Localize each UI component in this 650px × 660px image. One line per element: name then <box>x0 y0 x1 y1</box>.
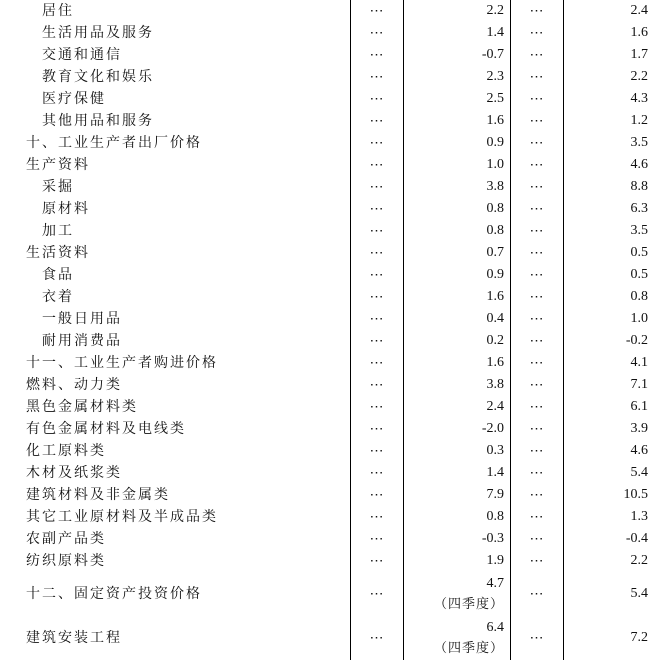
value-cell-1: 1.6 <box>404 110 511 132</box>
row-label: 衣着 <box>26 286 351 308</box>
empty-cell-dots: ⋯ <box>511 66 564 88</box>
empty-cell-dots: ⋯ <box>351 484 404 506</box>
value-cell-2: 1.6 <box>564 22 650 44</box>
table-row <box>26 88 650 110</box>
empty-cell-dots: ⋯ <box>511 44 564 66</box>
value-cell-1: 0.8 <box>404 198 511 220</box>
value-cell-1: 0.9 <box>404 264 511 286</box>
value-cell-1: 1.0 <box>404 154 511 176</box>
row-label: 纺织原料类 <box>26 550 351 572</box>
value-number: 4.7 <box>404 574 504 594</box>
row-label: 原材料 <box>26 198 351 220</box>
value-cell-2: 6.1 <box>564 396 650 418</box>
table-row <box>26 550 650 572</box>
value-cell-2: 7.2 <box>564 616 650 660</box>
row-label: 十二、固定资产投资价格 <box>26 572 351 616</box>
empty-cell-dots: ⋯ <box>511 418 564 440</box>
empty-cell-dots: ⋯ <box>511 132 564 154</box>
row-label: 交通和通信 <box>26 44 351 66</box>
empty-cell-dots: ⋯ <box>351 374 404 396</box>
value-cell-1: 1.9 <box>404 550 511 572</box>
table-row <box>26 154 650 176</box>
table-row <box>26 22 650 44</box>
value-cell-1: 0.8 <box>404 220 511 242</box>
row-label: 农副产品类 <box>26 528 351 550</box>
empty-cell-dots: ⋯ <box>511 572 564 616</box>
row-label: 其他用品和服务 <box>26 110 351 132</box>
value-cell-1: 7.9 <box>404 484 511 506</box>
empty-cell-dots: ⋯ <box>511 198 564 220</box>
table-row <box>26 308 650 330</box>
value-cell-2: 4.1 <box>564 352 650 374</box>
value-number: 6.4 <box>404 618 504 638</box>
row-label: 食品 <box>26 264 351 286</box>
value-cell-1: 1.4 <box>404 22 511 44</box>
empty-cell-dots: ⋯ <box>351 528 404 550</box>
empty-cell-dots: ⋯ <box>351 418 404 440</box>
value-cell-1: -0.7 <box>404 44 511 66</box>
table-row <box>26 286 650 308</box>
row-label: 生活用品及服务 <box>26 22 351 44</box>
price-index-table <box>26 0 650 660</box>
value-cell-2: 1.7 <box>564 44 650 66</box>
empty-cell-dots: ⋯ <box>351 286 404 308</box>
table-row <box>26 374 650 396</box>
value-cell-2: 4.6 <box>564 154 650 176</box>
value-cell-1: 0.2 <box>404 330 511 352</box>
empty-cell-dots: ⋯ <box>511 330 564 352</box>
table-row <box>26 352 650 374</box>
row-label: 木材及纸浆类 <box>26 462 351 484</box>
quarter-note: （四季度） <box>404 638 504 658</box>
row-label: 有色金属材料及电线类 <box>26 418 351 440</box>
value-cell-1: 1.6 <box>404 352 511 374</box>
value-cell-2: 10.5 <box>564 484 650 506</box>
empty-cell-dots: ⋯ <box>351 66 404 88</box>
value-cell-2: 2.2 <box>564 66 650 88</box>
empty-cell-dots: ⋯ <box>351 616 404 660</box>
value-cell-2: 0.5 <box>564 242 650 264</box>
value-cell-2: 4.6 <box>564 440 650 462</box>
empty-cell-dots: ⋯ <box>511 440 564 462</box>
table-row <box>26 44 650 66</box>
empty-cell-dots: ⋯ <box>351 176 404 198</box>
empty-cell-dots: ⋯ <box>511 0 564 22</box>
empty-cell-dots: ⋯ <box>511 220 564 242</box>
table-row <box>26 110 650 132</box>
empty-cell-dots: ⋯ <box>351 550 404 572</box>
value-cell-1: 0.3 <box>404 440 511 462</box>
table-body <box>26 0 650 660</box>
empty-cell-dots: ⋯ <box>511 374 564 396</box>
table-row <box>26 132 650 154</box>
value-cell-2: 5.4 <box>564 572 650 616</box>
empty-cell-dots: ⋯ <box>351 154 404 176</box>
empty-cell-dots: ⋯ <box>351 198 404 220</box>
empty-cell-dots: ⋯ <box>511 286 564 308</box>
value-cell-1: 2.4 <box>404 396 511 418</box>
row-label: 建筑安装工程 <box>26 616 351 660</box>
table-row <box>26 198 650 220</box>
empty-cell-dots: ⋯ <box>351 572 404 616</box>
row-label: 化工原料类 <box>26 440 351 462</box>
empty-cell-dots: ⋯ <box>351 110 404 132</box>
empty-cell-dots: ⋯ <box>511 506 564 528</box>
empty-cell-dots: ⋯ <box>351 22 404 44</box>
value-cell-1: 0.8 <box>404 506 511 528</box>
row-label: 医疗保健 <box>26 88 351 110</box>
empty-cell-dots: ⋯ <box>351 352 404 374</box>
value-cell-1: 3.8 <box>404 374 511 396</box>
table-row <box>26 66 650 88</box>
value-cell-1: -0.3 <box>404 528 511 550</box>
empty-cell-dots: ⋯ <box>351 506 404 528</box>
empty-cell-dots: ⋯ <box>351 308 404 330</box>
empty-cell-dots: ⋯ <box>351 264 404 286</box>
table-row <box>26 176 650 198</box>
value-cell-2: 1.2 <box>564 110 650 132</box>
empty-cell-dots: ⋯ <box>511 110 564 132</box>
value-cell-1: 0.7 <box>404 242 511 264</box>
empty-cell-dots: ⋯ <box>511 616 564 660</box>
empty-cell-dots: ⋯ <box>511 308 564 330</box>
table-row <box>26 528 650 550</box>
value-cell-2: 8.8 <box>564 176 650 198</box>
value-cell-2: -0.4 <box>564 528 650 550</box>
table-row <box>26 572 650 616</box>
table-row <box>26 462 650 484</box>
value-cell-2: 3.5 <box>564 132 650 154</box>
value-cell-1: -2.0 <box>404 418 511 440</box>
empty-cell-dots: ⋯ <box>351 44 404 66</box>
empty-cell-dots: ⋯ <box>511 462 564 484</box>
row-label: 十一、工业生产者购进价格 <box>26 352 351 374</box>
value-cell-1 <box>404 572 511 616</box>
value-cell-2: 2.2 <box>564 550 650 572</box>
row-label: 耐用消费品 <box>26 330 351 352</box>
table-row <box>26 220 650 242</box>
value-cell-2: 1.0 <box>564 308 650 330</box>
value-cell-2: 4.3 <box>564 88 650 110</box>
table-row <box>26 0 650 22</box>
empty-cell-dots: ⋯ <box>511 352 564 374</box>
row-label: 教育文化和娱乐 <box>26 66 351 88</box>
table-row <box>26 396 650 418</box>
empty-cell-dots: ⋯ <box>351 0 404 22</box>
value-cell-1 <box>404 616 511 660</box>
row-label: 居住 <box>26 0 351 22</box>
table-row <box>26 264 650 286</box>
empty-cell-dots: ⋯ <box>511 528 564 550</box>
value-cell-1: 0.4 <box>404 308 511 330</box>
value-cell-1: 2.2 <box>404 0 511 22</box>
row-label: 加工 <box>26 220 351 242</box>
empty-cell-dots: ⋯ <box>511 550 564 572</box>
row-label: 生活资料 <box>26 242 351 264</box>
value-cell-1: 1.4 <box>404 462 511 484</box>
value-cell-1: 1.6 <box>404 286 511 308</box>
empty-cell-dots: ⋯ <box>351 330 404 352</box>
empty-cell-dots: ⋯ <box>351 462 404 484</box>
value-cell-2: 1.3 <box>564 506 650 528</box>
table-row <box>26 616 650 660</box>
empty-cell-dots: ⋯ <box>511 264 564 286</box>
table-row <box>26 506 650 528</box>
value-cell-2: 3.9 <box>564 418 650 440</box>
empty-cell-dots: ⋯ <box>351 88 404 110</box>
empty-cell-dots: ⋯ <box>351 396 404 418</box>
row-label: 十、工业生产者出厂价格 <box>26 132 351 154</box>
empty-cell-dots: ⋯ <box>511 176 564 198</box>
empty-cell-dots: ⋯ <box>511 88 564 110</box>
table-row <box>26 242 650 264</box>
empty-cell-dots: ⋯ <box>351 440 404 462</box>
row-label: 燃料、动力类 <box>26 374 351 396</box>
value-cell-2: 0.5 <box>564 264 650 286</box>
row-label: 黑色金属材料类 <box>26 396 351 418</box>
table-row <box>26 484 650 506</box>
row-label: 生产资料 <box>26 154 351 176</box>
row-label: 采掘 <box>26 176 351 198</box>
table-row <box>26 418 650 440</box>
value-cell-1: 2.5 <box>404 88 511 110</box>
value-cell-2: 5.4 <box>564 462 650 484</box>
value-cell-2: 3.5 <box>564 220 650 242</box>
empty-cell-dots: ⋯ <box>351 220 404 242</box>
value-cell-2: 7.1 <box>564 374 650 396</box>
value-cell-1: 3.8 <box>404 176 511 198</box>
row-label: 一般日用品 <box>26 308 351 330</box>
value-cell-2: 0.8 <box>564 286 650 308</box>
table-row <box>26 440 650 462</box>
empty-cell-dots: ⋯ <box>351 242 404 264</box>
row-label: 其它工业原材料及半成品类 <box>26 506 351 528</box>
quarter-note: （四季度） <box>404 594 504 614</box>
value-cell-2: 6.3 <box>564 198 650 220</box>
table-row <box>26 330 650 352</box>
row-label: 建筑材料及非金属类 <box>26 484 351 506</box>
value-cell-2: -0.2 <box>564 330 650 352</box>
value-cell-2: 2.4 <box>564 0 650 22</box>
empty-cell-dots: ⋯ <box>511 396 564 418</box>
empty-cell-dots: ⋯ <box>511 242 564 264</box>
empty-cell-dots: ⋯ <box>511 484 564 506</box>
value-cell-1: 0.9 <box>404 132 511 154</box>
value-cell-1: 2.3 <box>404 66 511 88</box>
empty-cell-dots: ⋯ <box>511 22 564 44</box>
empty-cell-dots: ⋯ <box>511 154 564 176</box>
empty-cell-dots: ⋯ <box>351 132 404 154</box>
